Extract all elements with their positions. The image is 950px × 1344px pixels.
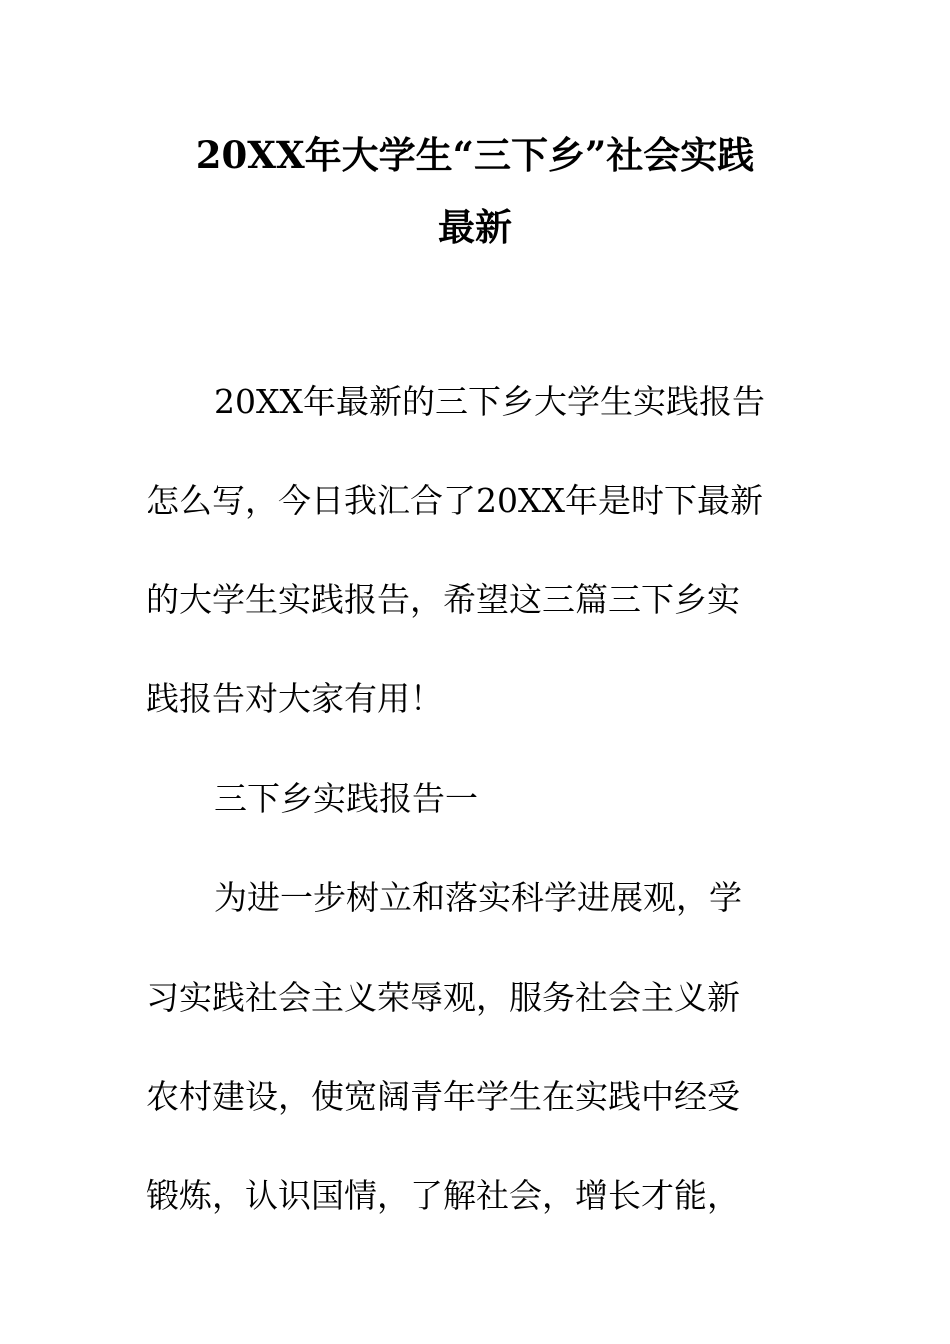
paragraph-line: 20XX年最新的三下乡大学生实践报告 bbox=[214, 382, 765, 421]
paragraph-line: 怎么写，今日我汇合了20XX年是时下最新 bbox=[146, 481, 763, 520]
paragraph-line: 锻炼，认识国情，了解社会，增长才能， bbox=[146, 1176, 740, 1215]
paragraph-line: 践报告对大家有用！ bbox=[146, 679, 443, 718]
paragraph-line: 为进一步树立和落实科学进展观，学 bbox=[214, 878, 742, 917]
section-heading: 三下乡实践报告一 bbox=[214, 779, 478, 818]
paragraph-line: 农村建设，使宽阔青年学生在实践中经受 bbox=[146, 1077, 740, 1116]
document-title-line-2: 最新 bbox=[438, 205, 512, 249]
paragraph-line: 习实践社会主义荣辱观，服务社会主义新 bbox=[146, 978, 740, 1017]
paragraph-line: 的大学生实践报告，希望这三篇三下乡实 bbox=[146, 580, 740, 619]
document-title-line-1: 20XX年大学生“三下乡”社会实践 bbox=[195, 133, 755, 177]
